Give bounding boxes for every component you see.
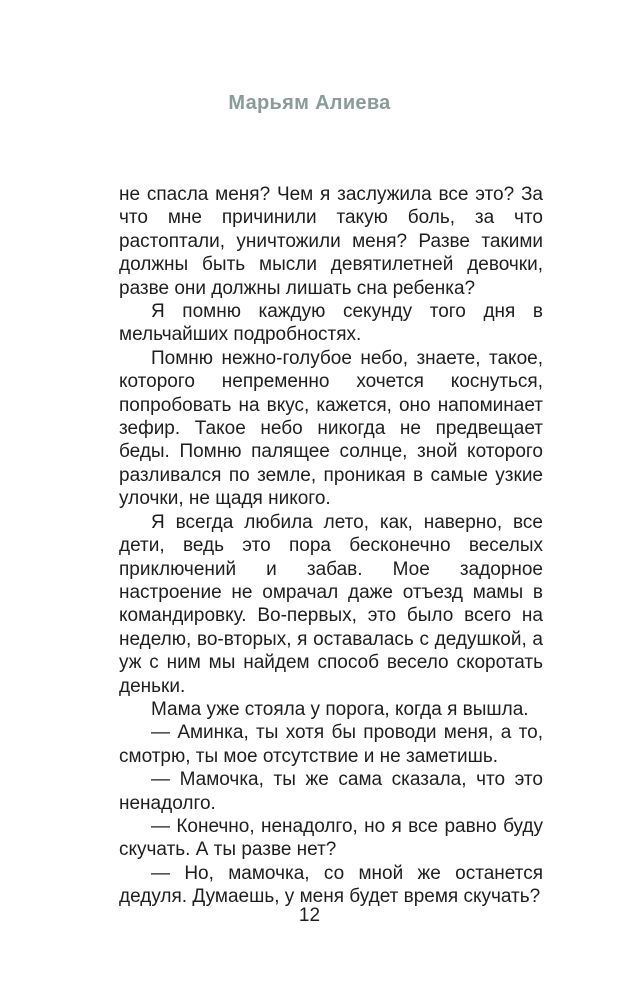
paragraph: Я помню каждую секунду того дня в мельчайших подробностях. — [119, 301, 543, 346]
paragraph: Мама уже стояла у порога, когда я вышла. — [151, 698, 529, 720]
dialogue-line: — Аминка, ты хотя бы проводи меня, а то, смотрю, ты мое отсутствие и не заметишь. — [119, 722, 543, 767]
body-text — [119, 183, 543, 909]
dialogue-line: — Мамочка, ты же сама сказала, что это ненадолго. — [119, 769, 543, 814]
dialogue-line: — Конечно, ненадолго, но я все равно буду скучать. А ты разве нет? — [119, 815, 543, 861]
paragraph: Помню нежно-голубое небо, знаете, такое, которого непременно хочется коснуться, попробовать на вкус, кажется, оно напоминает зефир. Такое небо никогда не предвещает беды. Помню палящее солнце, зной которого разливался по земле, проникая в самые узкие улочки, не щадя никого. — [119, 347, 543, 510]
page-number: 12 — [298, 905, 321, 926]
running-header-author: Марьям Алиева — [228, 92, 391, 114]
paragraph: не спасла меня? Чем я заслужила все это? За что мне причинили такую боль, за что растоптали, уничтожили меня? Разве такими должны быть мысли девятилетней девочки, разве они должны лишать сна ребенка? — [119, 184, 543, 299]
dialogue-line: — Но, мамочка, со мной же останется дедуля. Думаешь, у меня будет время скучать? — [119, 862, 543, 908]
paragraph: Я всегда любила лето, как, наверно, все дети, ведь это пора бесконечно веселых приключений и забав. Мое задорное настроение не омрачал даже отъезд мамы в командировку. Во-первых, это было всего на неделю, во-вторых, я оставалась с дедушкой, а уж с ним мы найдем способ весело скоротать деньки. — [119, 511, 543, 697]
